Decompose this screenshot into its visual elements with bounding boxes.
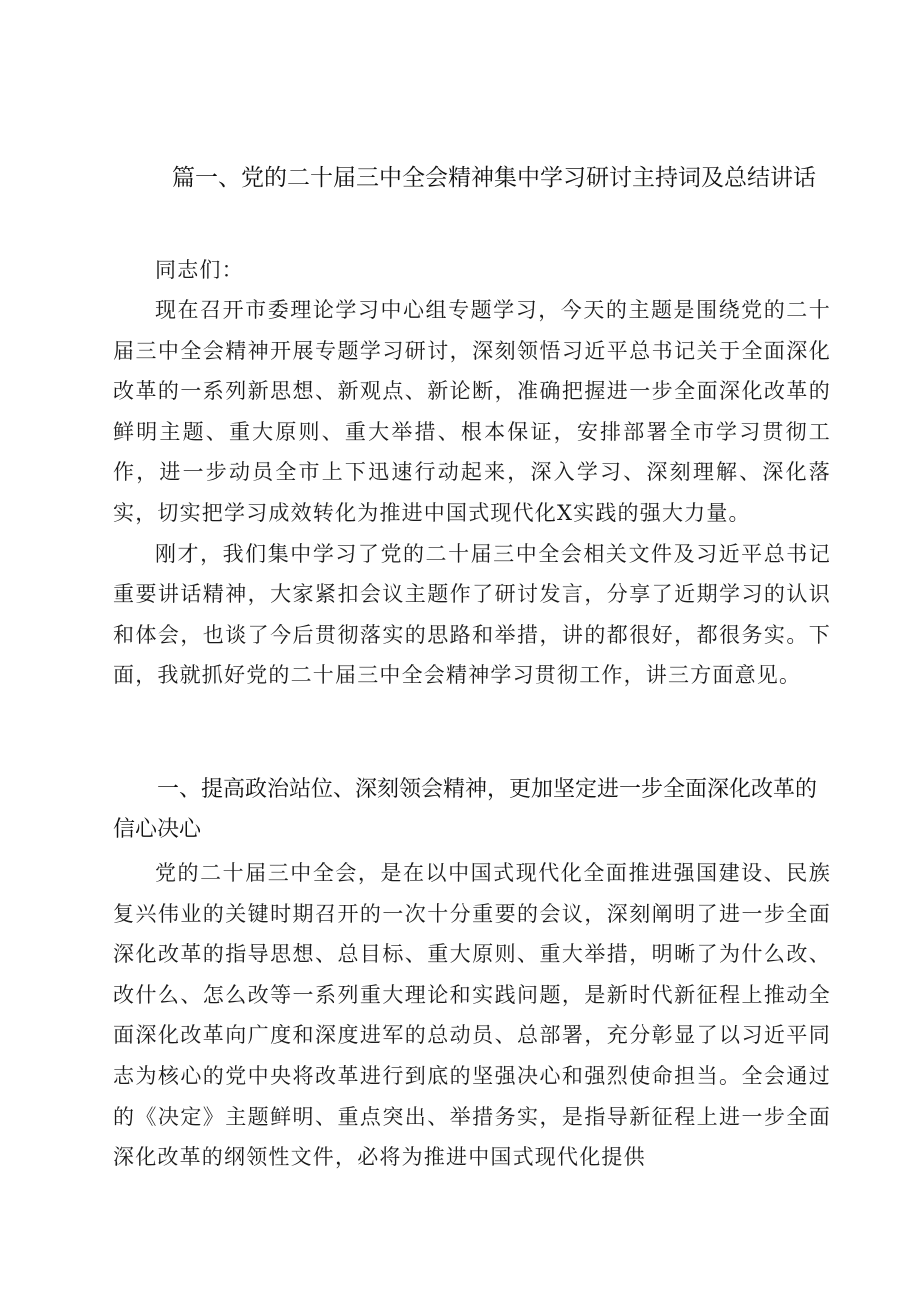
- greeting: 同志们：: [155, 258, 244, 282]
- paragraph-opening: 现在召开市委理论学习中心组专题学习，今天的主题是围绕党的二十届三中全会精神开展专题学习研讨，深刻领悟习近平总书记关于全面深化改革的一系列新思想、新观点、新论断，准确把握进一步全面深化改革的鲜明主题、重大原则、重大举措、根本保证，安排部署全市学习贯彻工作，进一步动员全市上下迅速行动起来，深入学习、深刻理解、深化落实，切实把学习成效转化为推进中国式现代化X实践的强大力量。: [113, 298, 831, 525]
- section-body: [113, 853, 831, 1178]
- paragraph-section-one: 党的二十届三中全会，是在以中国式现代化全面推进强国建设、民族复兴伟业的关键时期召开的一次十分重要的会议，深刻阐明了进一步全面深化改革的指导思想、总目标、重大原则、重大举措，明晰了为什么改、改什么、怎么改等一系列重大理论和实践问题，是新时代新征程上推动全面深化改革向广度和深度进军的总动员、总部署，充分彰显了以习近平同志为核心的党中央将改革进行到底的坚强决心和强烈使命担当。全会通过的《决定》主题鲜明、重点突出、举措务实，是指导新征程上进一步全面深化改革的纲领性文件，必将为推进中国式现代化提供: [113, 861, 831, 1170]
- paragraph-summary: 刚才，我们集中学习了党的二十届三中全会相关文件及习近平总书记重要讲话精神，大家紧扣会议主题作了研讨发言，分享了近期学习的认识和体会，也谈了今后贯彻落实的思路和举措，讲的都很好，都很务实。下面，我就抓好党的二十届三中全会精神学习贯彻工作，讲三方面意见。: [113, 541, 831, 688]
- section-heading: 一、提高政治站位、深刻领会精神，更加坚定进一步全面深化改革的信心决心: [113, 777, 818, 842]
- intro-section: [113, 290, 831, 696]
- greeting-text: [113, 250, 831, 291]
- document-title: 篇一、党的二十届三中全会精神集中学习研讨主持词及总结讲话: [172, 165, 816, 191]
